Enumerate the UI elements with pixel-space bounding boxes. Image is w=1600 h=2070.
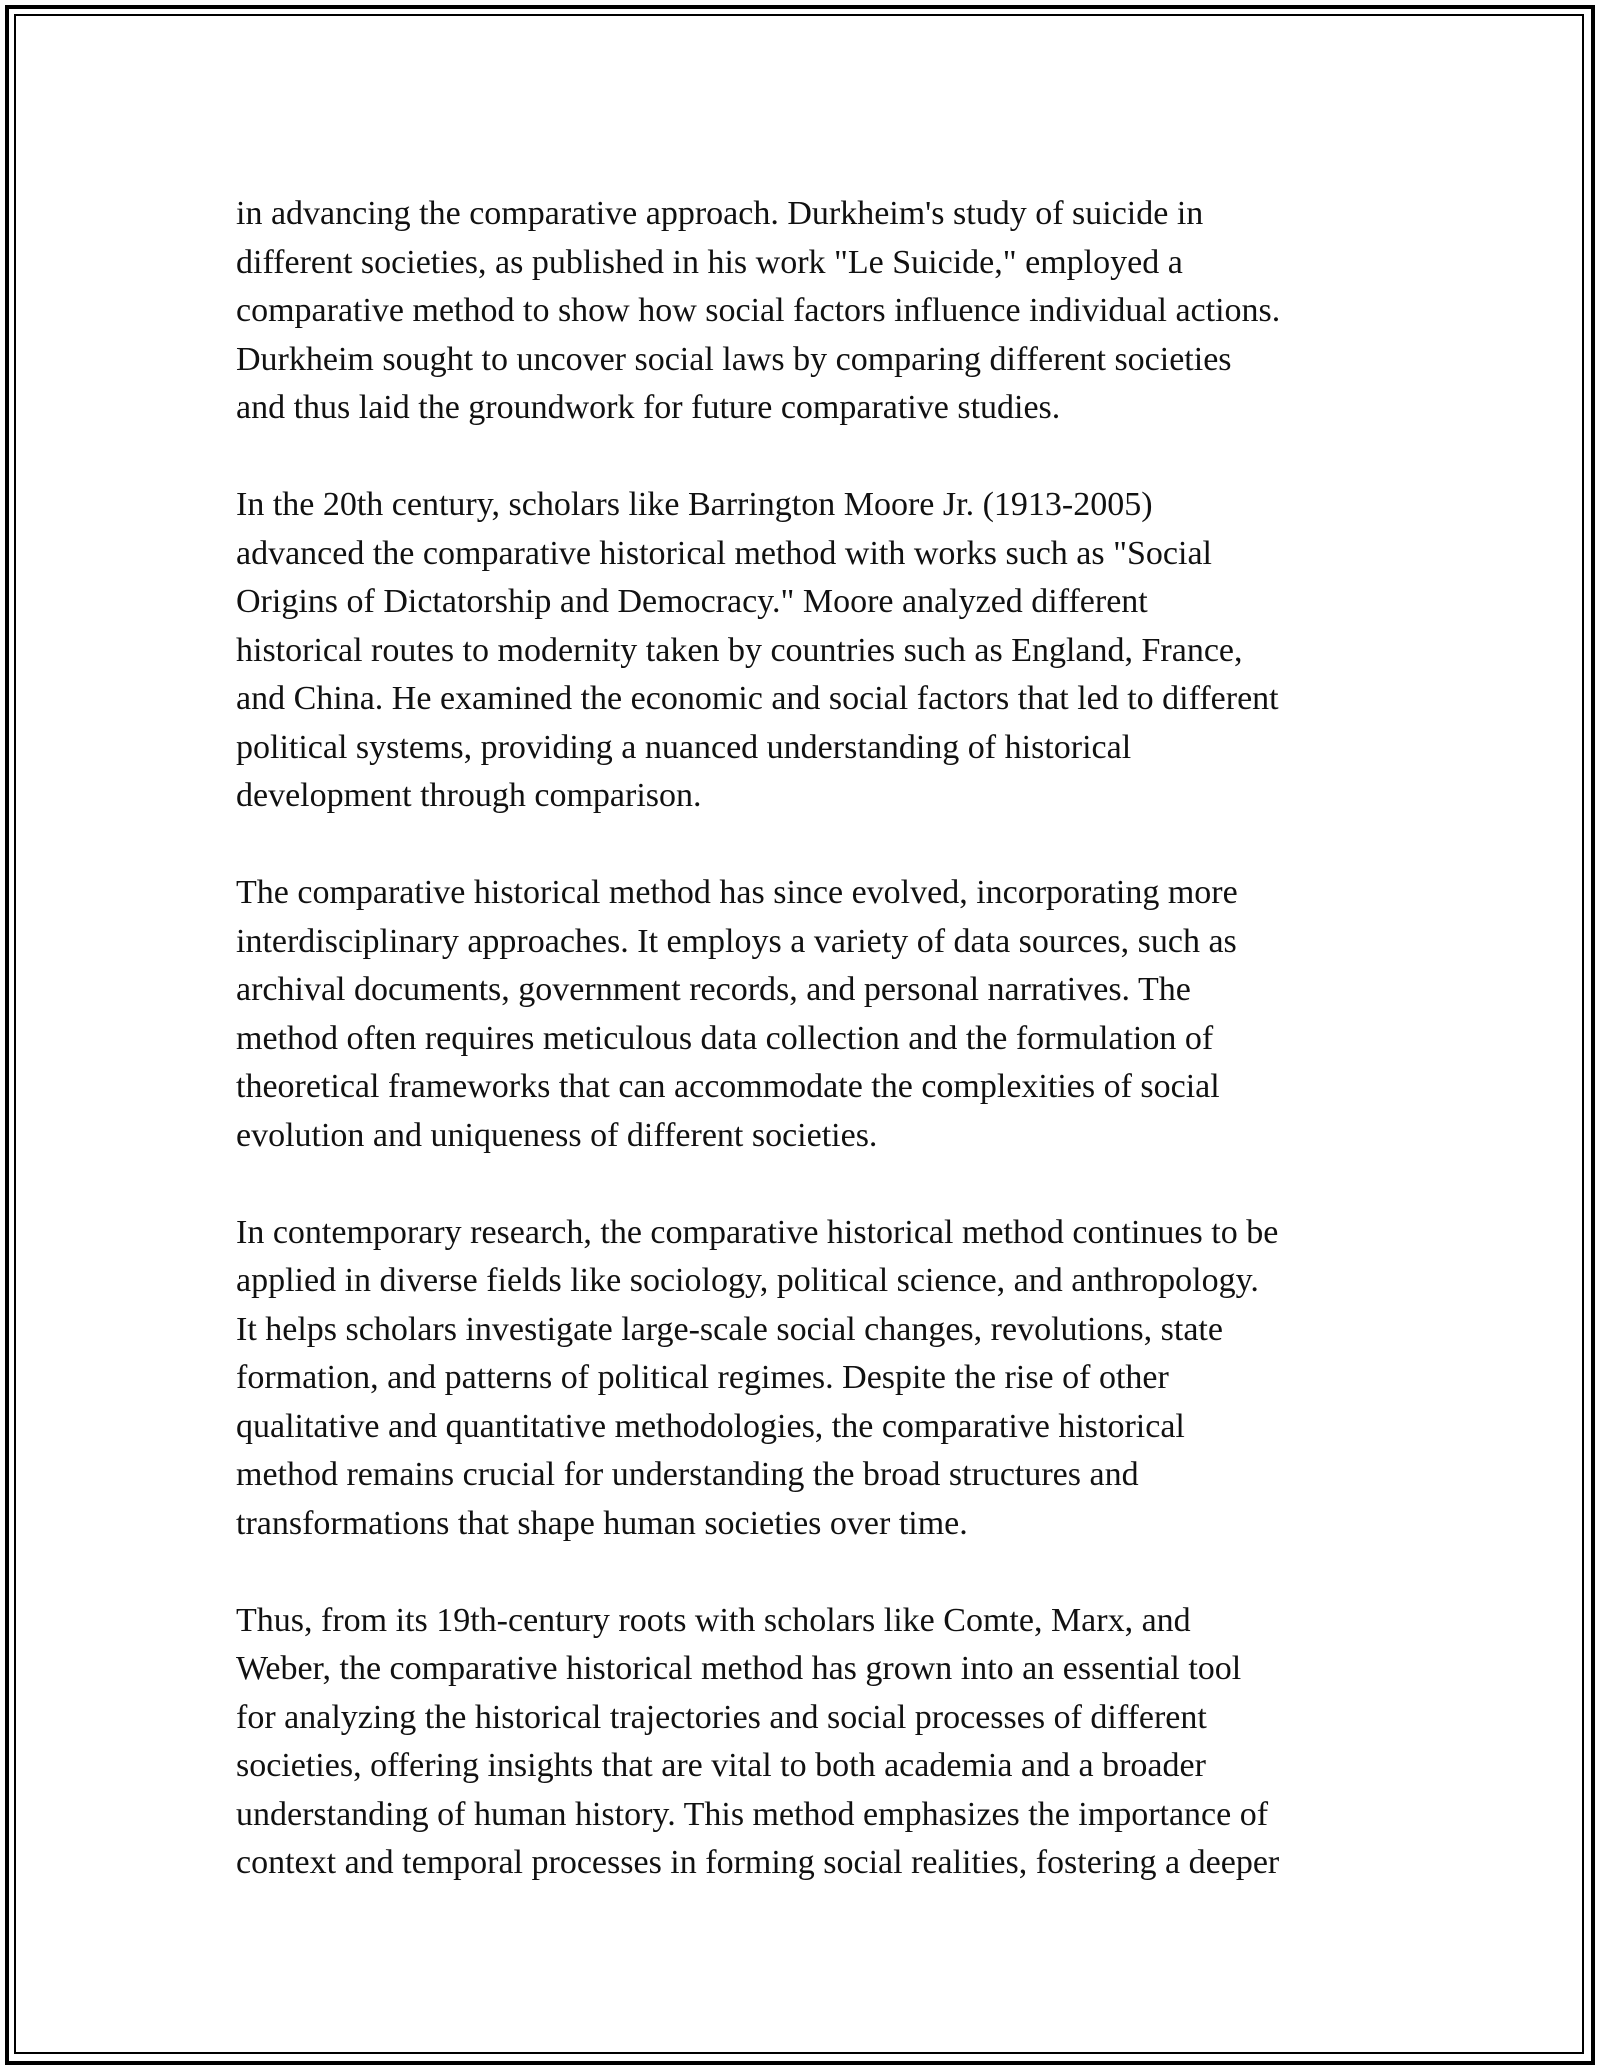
text-line: in advancing the comparative approach. Durkheim's study of suicide in (236, 195, 1204, 232)
text-line: archival documents, government records, and personal narratives. The (236, 971, 1191, 1008)
text-line: In the 20th century, scholars like Barrington Moore Jr. (1913-2005) (236, 486, 1153, 523)
text-line: development through comparison. (236, 777, 702, 814)
text-line: societies, offering insights that are vital to both academia and a broader (236, 1747, 1206, 1784)
text-line: theoretical frameworks that can accommodate the complexities of social (236, 1068, 1220, 1105)
text-line: The comparative historical method has since evolved, incorporating more (236, 874, 1238, 911)
text-line: Durkheim sought to uncover social laws by comparing different societies (236, 340, 1232, 378)
text-line: method often requires meticulous data collection and the formulation of (236, 1019, 1214, 1057)
text-line: and China. He examined the economic and social factors that led to different (236, 680, 1279, 717)
text-line: method remains crucial for understanding the broad structures and (236, 1456, 1139, 1493)
text-line: Weber, the comparative historical method has grown into an essential tool (236, 1650, 1242, 1687)
paragraph-evolution (236, 869, 1396, 1160)
text-line: context and temporal processes in forming social realities, fostering a deeper (236, 1844, 1280, 1881)
text-line: understanding of human history. This method emphasizes the importance of (236, 1795, 1269, 1833)
text-line: applied in diverse fields like sociology, political science, and anthropology. (236, 1262, 1259, 1299)
paragraph-contemporary (236, 1209, 1396, 1549)
document-body (236, 190, 1396, 1936)
paragraph-conclusion (236, 1597, 1396, 1888)
text-line: historical routes to modernity taken by countries such as England, France, (236, 631, 1243, 669)
text-line: different societies, as published in his work "Le Suicide," employed a (236, 243, 1183, 281)
text-line: comparative method to show how social factors influence individual actions. (236, 292, 1281, 329)
paragraph-durkheim (236, 190, 1396, 433)
text-line: Thus, from its 19th-century roots with scholars like Comte, Marx, and (236, 1601, 1191, 1639)
text-line: In contemporary research, the comparative historical method continues to be (236, 1213, 1279, 1251)
paragraph-moore (236, 481, 1396, 821)
text-line: transformations that shape human societies over time. (236, 1504, 968, 1542)
text-line: for analyzing the historical trajectories and social processes of different (236, 1698, 1207, 1736)
text-line: evolution and uniqueness of different societies. (236, 1116, 878, 1154)
text-line: qualitative and quantitative methodologies, the comparative historical (236, 1407, 1185, 1445)
text-line: It helps scholars investigate large-scale social changes, revolutions, state (236, 1310, 1223, 1348)
text-line: advanced the comparative historical method with works such as "Social (236, 534, 1212, 572)
text-line: interdisciplinary approaches. It employs a variety of data sources, such as (236, 922, 1237, 960)
text-line: Origins of Dictatorship and Democracy." Moore analyzed different (236, 583, 1148, 620)
text-line: formation, and patterns of political regimes. Despite the rise of other (236, 1359, 1169, 1396)
text-line: political systems, providing a nuanced understanding of historical (236, 728, 1132, 766)
text-line: and thus laid the groundwork for future comparative studies. (236, 389, 1061, 426)
